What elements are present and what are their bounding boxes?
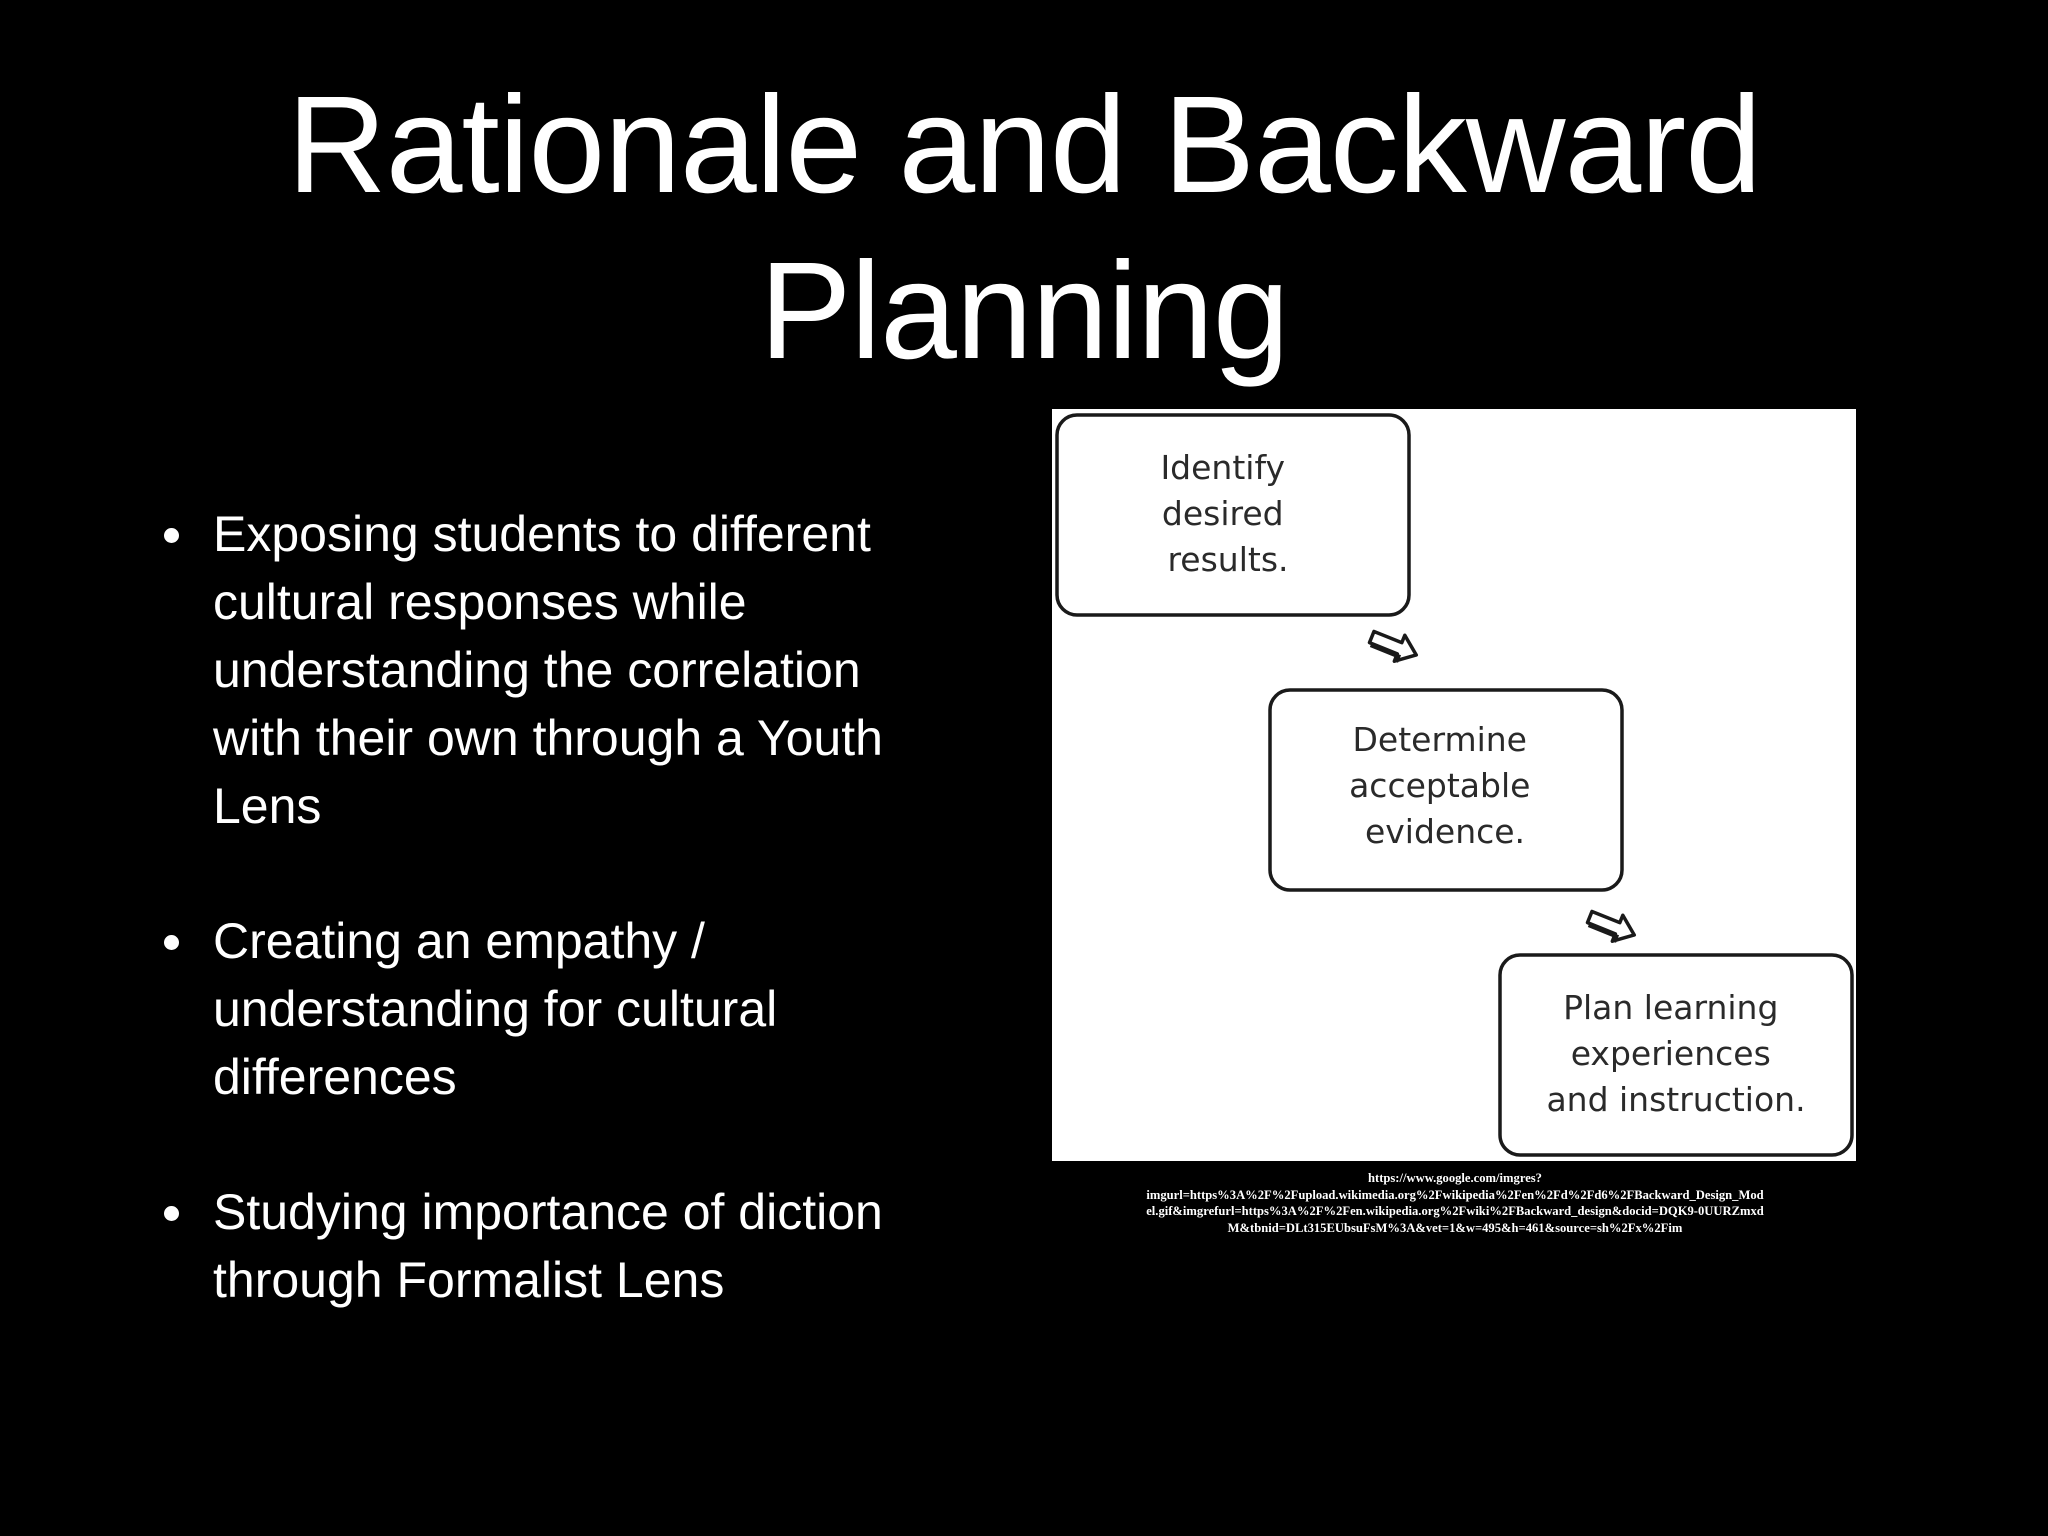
step-label-identify [1160, 448, 1295, 579]
step-label-line: evidence. [1364, 812, 1526, 851]
hollow-arrow-icon [1585, 904, 1640, 948]
bullet-dot-icon [164, 935, 179, 950]
image-source-caption [1055, 1170, 1855, 1236]
bullet-line: differences [213, 1049, 457, 1105]
step-label-line: acceptable [1349, 766, 1531, 805]
bullet-line: Exposing students to different [213, 506, 871, 562]
bullet-line: with their own through a Youth [213, 710, 883, 766]
step-label-plan [1546, 988, 1805, 1119]
bullet-line: understanding for cultural [213, 981, 778, 1037]
bullet-line: Studying importance of diction [213, 1184, 883, 1240]
bullet-line: through Formalist Lens [213, 1252, 725, 1308]
backward-design-diagram [1052, 409, 1856, 1161]
step-label-line: desired [1161, 494, 1284, 533]
step-label-line: Plan learning [1563, 988, 1779, 1027]
caption-line: imgurl=https%3A%2F%2Fupload.wikimedia.org%2Fwikipedia%2Fen%2Fd%2Fd6%2FBackward_Design_Mod [1146, 1187, 1764, 1202]
bullet-list [160, 500, 1010, 1381]
bullet-dot-icon [164, 1206, 179, 1221]
caption-line: M&tbnid=DLt315EUbsuFsM%3A&vet=1&w=495&h=461&source=sh%2Fx%2Fim [1227, 1220, 1683, 1235]
bullet-item [160, 1178, 1010, 1314]
step-label-line: experiences [1570, 1034, 1771, 1073]
backward-design-figure [1052, 409, 1856, 1161]
slide-title-line: Planning [759, 234, 1289, 388]
step-label-line: Identify [1160, 448, 1286, 487]
bullet-line: Creating an empathy / [213, 913, 705, 969]
caption-line: https://www.google.com/imgres? [1368, 1171, 1542, 1185]
bullet-line: understanding the correlation [213, 642, 861, 698]
slide-title [0, 62, 2048, 394]
bullet-line: Lens [213, 778, 322, 834]
step-label-line: results. [1167, 540, 1289, 579]
slide-title-line: Rationale and Backward [287, 68, 1761, 222]
step-label-determine [1349, 720, 1541, 851]
caption-line: el.gif&imgrefurl=https%3A%2F%2Fen.wikipedia.org%2Fwiki%2FBackward_design&docid=DQK9-0UURZmxd [1146, 1204, 1764, 1218]
bullet-line: cultural responses while [213, 574, 747, 630]
hollow-arrow-icon [1367, 624, 1422, 668]
bullet-item [160, 907, 1010, 1111]
bullet-dot-icon [164, 528, 179, 543]
step-label-line: Determine [1352, 720, 1527, 759]
bullet-item [160, 500, 1010, 840]
step-label-line: and instruction. [1546, 1080, 1806, 1119]
